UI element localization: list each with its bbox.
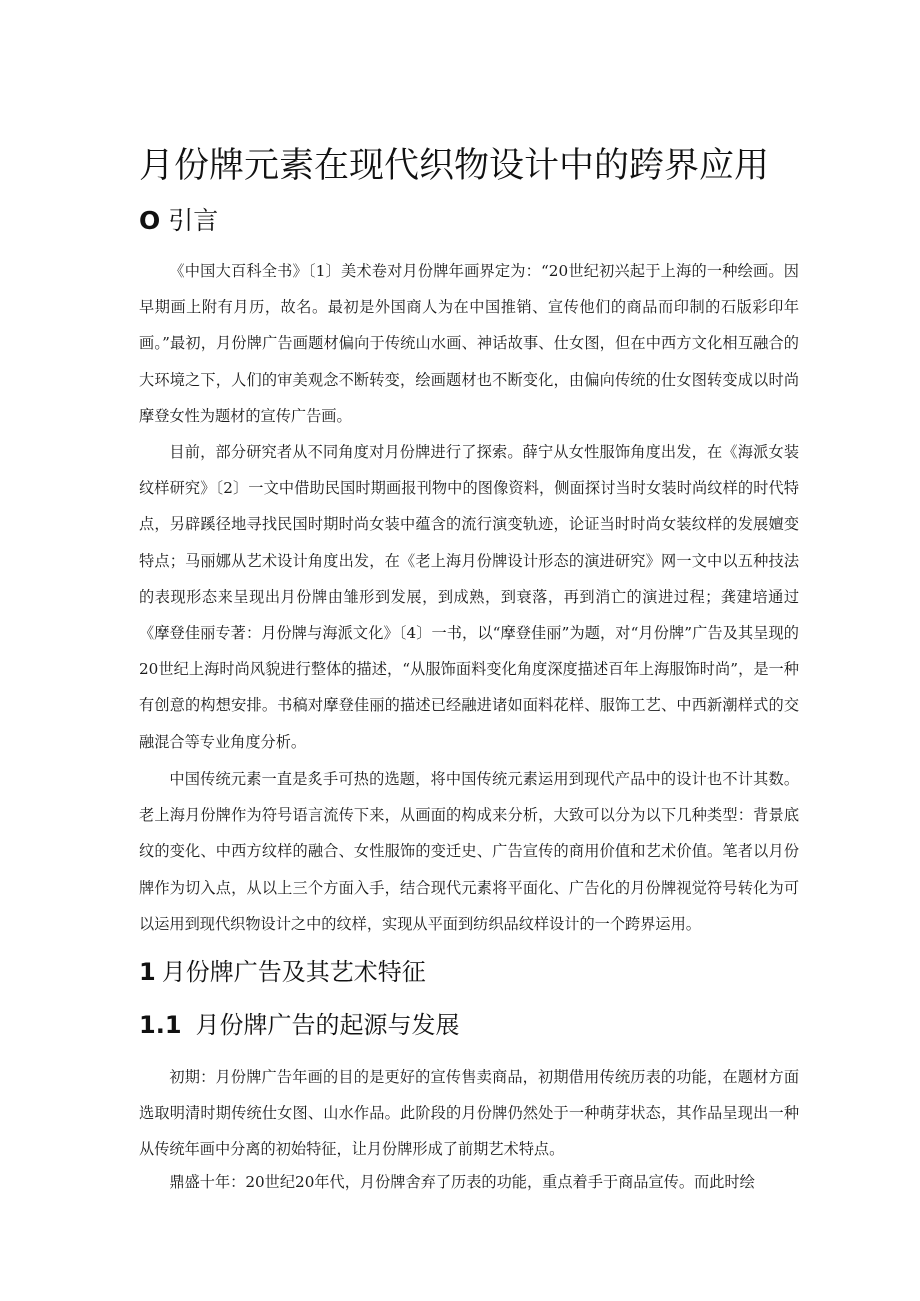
section-1-1-paragraph-2: 鼎盛十年：20世纪20年代，月份牌舍弃了历表的功能，重点着手于商品宣传。而此时绘 [169,1173,755,1191]
section-1-heading [139,952,426,987]
intro-heading-text: 引言 [168,206,219,235]
section-1-1-number: 1.1 [139,1011,182,1039]
intro-paragraph-2: 目前，部分研究者从不同角度对月份牌进行了探索。薛宁从女性服饰角度出发，在《海派女装纹样研究》〔2〕一文中借助民国时期画报刊物中的图像资料，侧面探讨当时女装时尚纹样的时代特点，另辟蹊径地寻找民国时期时尚女装中蕴含的流行演变轨迹，论证当时时尚女装纹样的发展嬗变特点；马丽娜从艺术设计角度出发，在《老上海月份牌设计形态的演进研究》网一文中以五种技法的表现形态来呈现出月份牌由雏形到发展，到成熟，到衰落，再到消亡的演进过程；龚建培通过《摩登佳丽专著：月份牌与海派文化》〔4〕一书，以“摩登佳丽”为题，对“月份牌”广告及其呈现的20世纪上海时尚风貌进行整体的描述，“从服饰面料变化角度深度描述百年上海服饰时尚”，是一种有创意的构想安排。书稿对摩登佳丽的描述已经融进诸如面料花样、服饰工艺、中西新潮样式的交融混合等专业角度分析。 [139,443,799,751]
intro-heading-number: O [139,206,161,235]
section-1-number: 1 [139,958,156,986]
intro-paragraph-1: 《中国大百科全书》〔1〕美术卷对月份牌年画界定为：“20世纪初兴起于上海的一种绘画。因早期画上附有月历，故名。最初是外国商人为在中国推销、宣传他们的商品而印制的石版彩印年画。”最初，月份牌广告画题材偏向于传统山水画、神话故事、仕女图，但在中西方文化相互融合的大环境之下，人们的审美观念不断转变，绘画题材也不断变化，由偏向传统的仕女图转变成以时尚摩登女性为题材的宣传广告画。 [139,262,799,425]
intro-paragraph-3: 中国传统元素一直是炙手可热的选题，将中国传统元素运用到现代产品中的设计也不计其数。老上海月份牌作为符号语言流传下来，从画面的构成来分析，大致可以分为以下几种类型：背景底纹的变化、中西方纹样的融合、女性服饰的变迁史、广告宣传的商用价值和艺术价值。笔者以月份牌作为切入点，从以上三个方面入手，结合现代元素将平面化、广告化的月份牌视觉符号转化为可以运用到现代织物设计之中的纹样，实现从平面到纺织品纹样设计的一个跨界运用。 [139,770,799,933]
section-1-1-text: 月份牌广告的起源与发展 [195,1011,460,1039]
section-1-text: 月份牌广告及其艺术特征 [161,958,426,986]
section-1-1-paragraph-1: 初期：月份牌广告年画的目的是更好的宣传售卖商品，初期借用传统历表的功能，在题材方面选取明清时期传统仕女图、山水作品。此阶段的月份牌仍然处于一种萌芽状态，其作品呈现出一种从传统年画中分离的初始特征，让月份牌形成了前期艺术特点。 [139,1068,799,1159]
section-1-1-heading [139,1005,460,1040]
document-title: 月份牌元素在现代织物设计中的跨界应用 [139,146,770,186]
intro-heading [139,201,218,237]
